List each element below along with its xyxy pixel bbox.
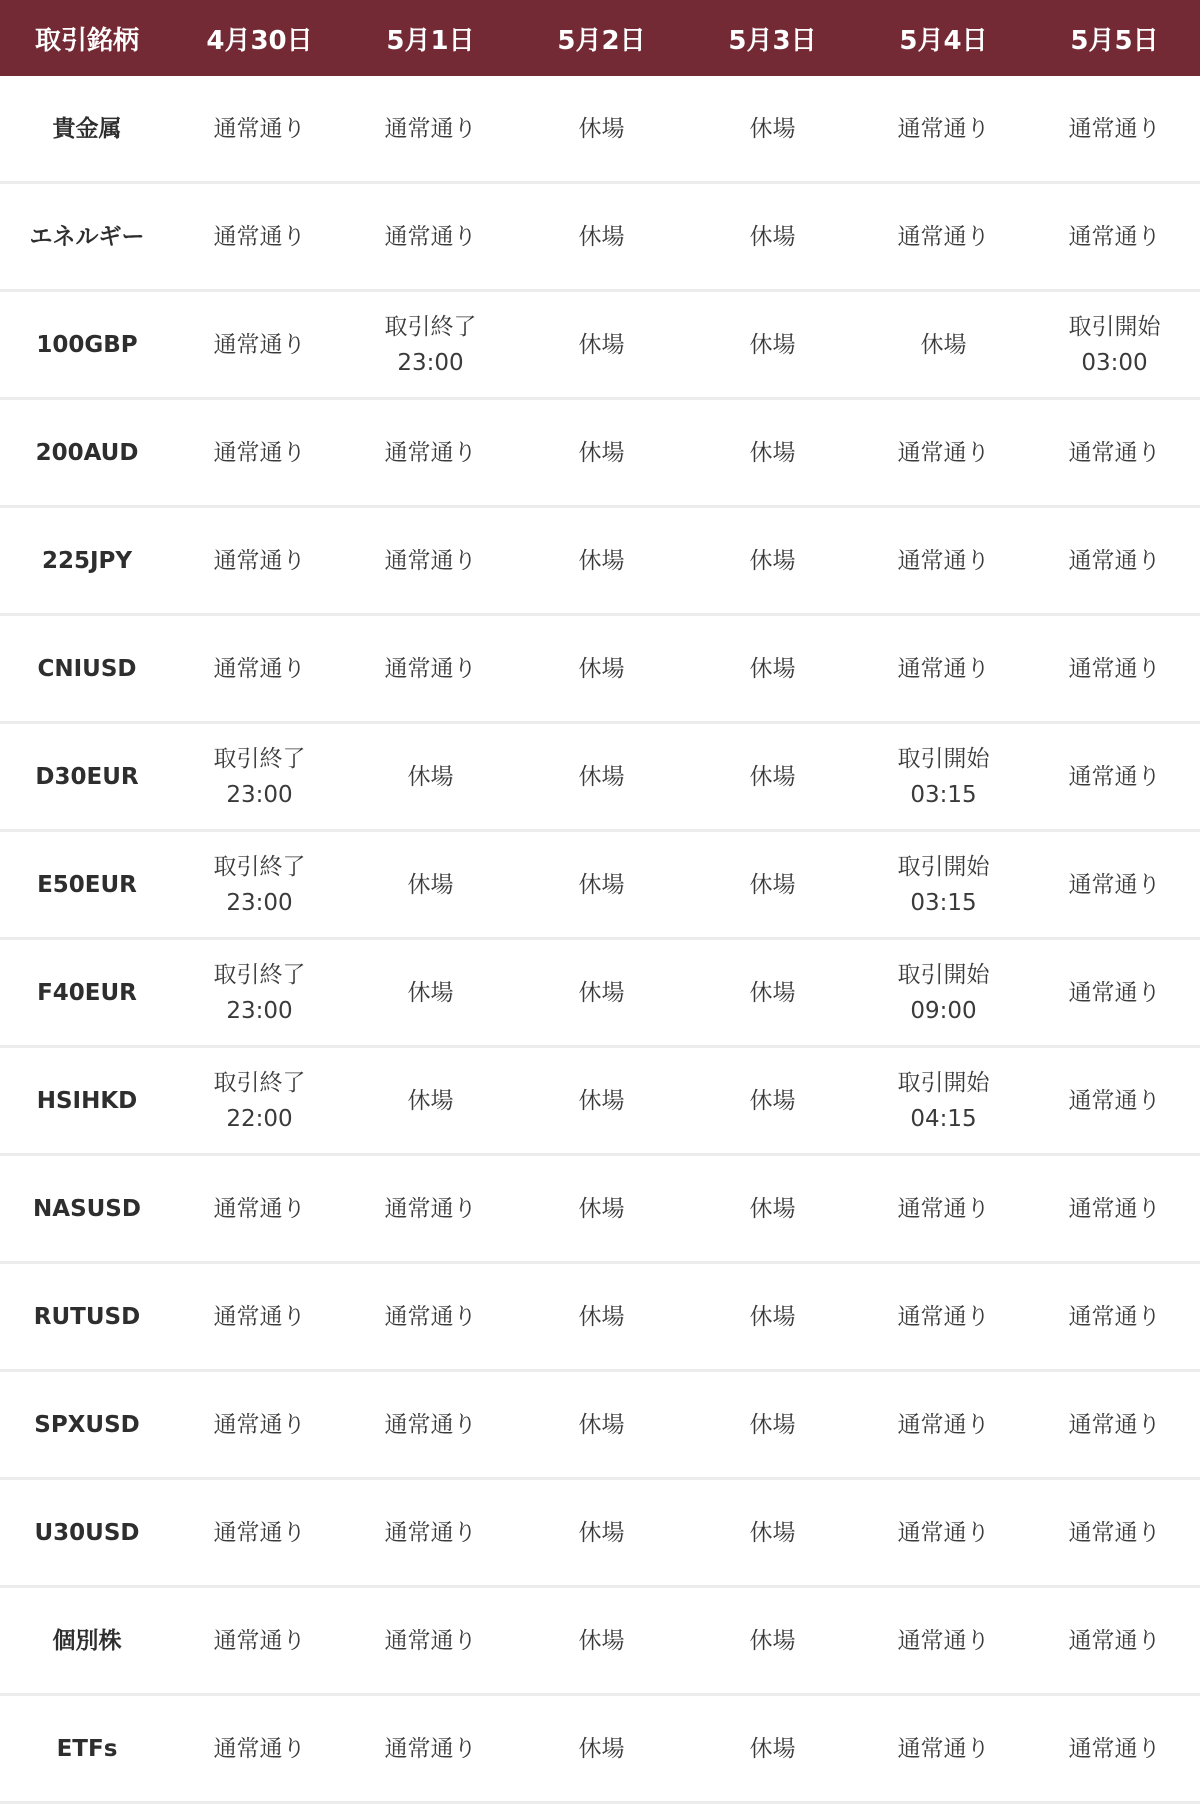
schedule-cell xyxy=(1029,1588,1200,1696)
schedule-status: 通常通り xyxy=(897,655,990,682)
schedule-status: 通常通り xyxy=(1068,1519,1161,1546)
schedule-cell xyxy=(858,1480,1029,1588)
schedule-cell xyxy=(1029,940,1200,1048)
schedule-cell xyxy=(345,292,516,400)
schedule-cell xyxy=(345,184,516,292)
schedule-cell xyxy=(687,1588,858,1696)
schedule-status: 休場 xyxy=(578,331,625,358)
instrument-name: NASUSD xyxy=(0,1156,174,1264)
schedule-time: 03:15 xyxy=(910,889,977,916)
schedule-status: 取引終了 xyxy=(213,961,306,988)
schedule-status: 通常通り xyxy=(213,331,306,358)
table-row xyxy=(0,184,1200,292)
schedule-time: 03:00 xyxy=(1081,349,1148,376)
schedule-time: 04:15 xyxy=(910,1105,977,1132)
schedule-cell xyxy=(174,832,345,940)
schedule-time: 23:00 xyxy=(226,889,293,916)
schedule-cell xyxy=(1029,616,1200,724)
schedule-cell xyxy=(174,76,345,184)
schedule-status: 休場 xyxy=(749,331,796,358)
instrument-name: RUTUSD xyxy=(0,1264,174,1372)
schedule-status: 休場 xyxy=(407,763,454,790)
schedule-cell xyxy=(687,1696,858,1804)
header-date: 5月2日 xyxy=(516,0,687,76)
schedule-status: 通常通り xyxy=(213,1519,306,1546)
schedule-status: 通常通り xyxy=(213,1303,306,1330)
schedule-cell xyxy=(687,724,858,832)
schedule-cell xyxy=(516,1048,687,1156)
schedule-status: 休場 xyxy=(407,979,454,1006)
schedule-status: 休場 xyxy=(749,1303,796,1330)
table-row xyxy=(0,832,1200,940)
schedule-status: 通常通り xyxy=(213,223,306,250)
table-row xyxy=(0,1480,1200,1588)
instrument-name: SPXUSD xyxy=(0,1372,174,1480)
schedule-status: 休場 xyxy=(749,1195,796,1222)
schedule-status: 通常通り xyxy=(384,1411,477,1438)
schedule-cell xyxy=(858,1264,1029,1372)
table-row xyxy=(0,616,1200,724)
schedule-cell xyxy=(516,724,687,832)
schedule-status: 通常通り xyxy=(384,1519,477,1546)
instrument-name: U30USD xyxy=(0,1480,174,1588)
instrument-name: 225JPY xyxy=(0,508,174,616)
schedule-cell xyxy=(345,1048,516,1156)
schedule-status: 取引開始 xyxy=(897,853,990,880)
schedule-status: 休場 xyxy=(749,763,796,790)
schedule-status: 通常通り xyxy=(213,655,306,682)
schedule-status: 休場 xyxy=(749,115,796,142)
instrument-name: F40EUR xyxy=(0,940,174,1048)
table-row xyxy=(0,724,1200,832)
schedule-cell xyxy=(516,616,687,724)
schedule-status: 休場 xyxy=(749,1087,796,1114)
schedule-status: 休場 xyxy=(578,1519,625,1546)
schedule-cell xyxy=(516,1264,687,1372)
table-row xyxy=(0,292,1200,400)
schedule-cell xyxy=(1029,1048,1200,1156)
schedule-status: 通常通り xyxy=(384,1303,477,1330)
schedule-cell xyxy=(516,76,687,184)
schedule-cell xyxy=(687,1372,858,1480)
schedule-status: 通常通り xyxy=(1068,871,1161,898)
schedule-cell xyxy=(345,400,516,508)
schedule-cell xyxy=(174,1156,345,1264)
schedule-status: 通常通り xyxy=(1068,223,1161,250)
instrument-name: ETFs xyxy=(0,1696,174,1804)
schedule-cell xyxy=(858,832,1029,940)
schedule-cell xyxy=(687,940,858,1048)
schedule-cell xyxy=(516,184,687,292)
instrument-name: 個別株 xyxy=(0,1588,174,1696)
schedule-status: 休場 xyxy=(749,1627,796,1654)
schedule-status: 取引開始 xyxy=(897,961,990,988)
schedule-status: 通常通り xyxy=(213,547,306,574)
schedule-cell xyxy=(174,616,345,724)
schedule-cell xyxy=(345,1480,516,1588)
schedule-status: 休場 xyxy=(578,979,625,1006)
schedule-status: 休場 xyxy=(749,223,796,250)
schedule-cell xyxy=(516,1588,687,1696)
header-instrument: 取引銘柄 xyxy=(0,0,174,76)
schedule-cell xyxy=(516,400,687,508)
schedule-status: 通常通り xyxy=(213,1195,306,1222)
schedule-time: 03:15 xyxy=(910,781,977,808)
table-row xyxy=(0,1156,1200,1264)
schedule-cell xyxy=(516,1480,687,1588)
schedule-status: 通常通り xyxy=(897,1735,990,1762)
schedule-status: 通常通り xyxy=(1068,1087,1161,1114)
schedule-status: 通常通り xyxy=(1068,1735,1161,1762)
schedule-cell xyxy=(174,508,345,616)
schedule-cell xyxy=(1029,1156,1200,1264)
instrument-name: 200AUD xyxy=(0,400,174,508)
schedule-cell xyxy=(858,292,1029,400)
schedule-status: 通常通り xyxy=(384,1195,477,1222)
table-row xyxy=(0,1696,1200,1804)
table-row xyxy=(0,1264,1200,1372)
instrument-name: D30EUR xyxy=(0,724,174,832)
schedule-status: 休場 xyxy=(578,1627,625,1654)
schedule-cell xyxy=(174,1480,345,1588)
schedule-status: 通常通り xyxy=(897,1627,990,1654)
schedule-cell xyxy=(1029,832,1200,940)
instrument-name: 100GBP xyxy=(0,292,174,400)
schedule-status: 休場 xyxy=(578,115,625,142)
schedule-cell xyxy=(345,940,516,1048)
header-date: 5月4日 xyxy=(858,0,1029,76)
schedule-cell xyxy=(687,508,858,616)
schedule-cell xyxy=(345,832,516,940)
schedule-cell xyxy=(516,1156,687,1264)
table-row xyxy=(0,508,1200,616)
schedule-cell xyxy=(345,76,516,184)
schedule-status: 休場 xyxy=(578,547,625,574)
schedule-status: 通常通り xyxy=(384,1735,477,1762)
schedule-cell xyxy=(174,292,345,400)
schedule-status: 休場 xyxy=(749,439,796,466)
schedule-cell xyxy=(858,1048,1029,1156)
schedule-status: 休場 xyxy=(749,871,796,898)
schedule-status: 取引終了 xyxy=(213,853,306,880)
schedule-status: 通常通り xyxy=(1068,1303,1161,1330)
schedule-status: 取引終了 xyxy=(213,745,306,772)
schedule-status: 通常通り xyxy=(384,439,477,466)
schedule-status: 通常通り xyxy=(897,439,990,466)
schedule-status: 休場 xyxy=(578,763,625,790)
table-row xyxy=(0,1372,1200,1480)
table-row xyxy=(0,940,1200,1048)
schedule-status: 休場 xyxy=(749,979,796,1006)
schedule-cell xyxy=(1029,1264,1200,1372)
schedule-cell xyxy=(1029,400,1200,508)
schedule-cell xyxy=(687,400,858,508)
schedule-status: 休場 xyxy=(920,331,967,358)
schedule-status: 通常通り xyxy=(384,115,477,142)
schedule-cell xyxy=(1029,76,1200,184)
schedule-status: 休場 xyxy=(578,1303,625,1330)
schedule-status: 通常通り xyxy=(1068,1627,1161,1654)
schedule-cell xyxy=(858,508,1029,616)
schedule-cell xyxy=(687,1156,858,1264)
schedule-status: 通常通り xyxy=(897,1411,990,1438)
schedule-cell xyxy=(345,1156,516,1264)
schedule-cell xyxy=(687,184,858,292)
schedule-status: 休場 xyxy=(407,1087,454,1114)
schedule-cell xyxy=(174,184,345,292)
header-date: 5月3日 xyxy=(687,0,858,76)
instrument-name: CNIUSD xyxy=(0,616,174,724)
schedule-cell xyxy=(174,1696,345,1804)
schedule-status: 通常通り xyxy=(213,1627,306,1654)
schedule-cell xyxy=(1029,1696,1200,1804)
schedule-status: 休場 xyxy=(749,1411,796,1438)
table-row xyxy=(0,1588,1200,1696)
schedule-cell xyxy=(174,1588,345,1696)
schedule-cell xyxy=(345,1264,516,1372)
instrument-name: エネルギー xyxy=(0,184,174,292)
schedule-cell xyxy=(174,1048,345,1156)
schedule-status: 通常通り xyxy=(213,439,306,466)
schedule-cell xyxy=(345,508,516,616)
schedule-cell xyxy=(687,1264,858,1372)
schedule-cell xyxy=(174,1372,345,1480)
table-header-row xyxy=(0,0,1200,76)
schedule-cell xyxy=(858,400,1029,508)
schedule-status: 通常通り xyxy=(1068,979,1161,1006)
schedule-status: 取引終了 xyxy=(384,313,477,340)
table-row xyxy=(0,76,1200,184)
schedule-status: 休場 xyxy=(578,223,625,250)
schedule-cell xyxy=(687,1048,858,1156)
header-date: 5月5日 xyxy=(1029,0,1200,76)
schedule-status: 休場 xyxy=(578,1735,625,1762)
schedule-cell xyxy=(516,508,687,616)
schedule-status: 取引開始 xyxy=(897,745,990,772)
schedule-cell xyxy=(174,724,345,832)
schedule-status: 休場 xyxy=(749,1735,796,1762)
schedule-cell xyxy=(687,616,858,724)
schedule-cell xyxy=(516,1696,687,1804)
schedule-status: 通常通り xyxy=(213,1411,306,1438)
schedule-status: 通常通り xyxy=(897,115,990,142)
schedule-cell xyxy=(516,832,687,940)
schedule-cell xyxy=(858,1588,1029,1696)
schedule-status: 通常通り xyxy=(384,655,477,682)
schedule-status: 休場 xyxy=(749,1519,796,1546)
schedule-cell xyxy=(858,1156,1029,1264)
table-body xyxy=(0,76,1200,1804)
schedule-status: 休場 xyxy=(578,1411,625,1438)
schedule-cell xyxy=(687,832,858,940)
schedule-status: 通常通り xyxy=(1068,115,1161,142)
schedule-status: 休場 xyxy=(578,1087,625,1114)
schedule-cell xyxy=(345,1696,516,1804)
instrument-name: HSIHKD xyxy=(0,1048,174,1156)
schedule-status: 通常通り xyxy=(897,547,990,574)
schedule-cell xyxy=(1029,292,1200,400)
schedule-status: 通常通り xyxy=(897,1195,990,1222)
schedule-status: 取引開始 xyxy=(897,1069,990,1096)
schedule-cell xyxy=(1029,724,1200,832)
schedule-cell xyxy=(858,184,1029,292)
schedule-cell xyxy=(1029,508,1200,616)
schedule-status: 休場 xyxy=(578,655,625,682)
schedule-status: 通常通り xyxy=(384,1627,477,1654)
schedule-status: 通常通り xyxy=(213,1735,306,1762)
schedule-cell xyxy=(858,616,1029,724)
schedule-cell xyxy=(345,616,516,724)
schedule-time: 23:00 xyxy=(226,781,293,808)
header-date: 5月1日 xyxy=(345,0,516,76)
schedule-cell xyxy=(858,1696,1029,1804)
schedule-cell xyxy=(345,724,516,832)
schedule-status: 通常通り xyxy=(897,1519,990,1546)
schedule-cell xyxy=(174,400,345,508)
schedule-status: 休場 xyxy=(578,439,625,466)
schedule-time: 23:00 xyxy=(397,349,464,376)
schedule-status: 通常通り xyxy=(1068,1195,1161,1222)
schedule-status: 通常通り xyxy=(1068,763,1161,790)
table-row xyxy=(0,400,1200,508)
instrument-name: E50EUR xyxy=(0,832,174,940)
schedule-status: 通常通り xyxy=(213,115,306,142)
schedule-cell xyxy=(858,76,1029,184)
instrument-name: 貴金属 xyxy=(0,76,174,184)
schedule-cell xyxy=(858,940,1029,1048)
header-date: 4月30日 xyxy=(174,0,345,76)
schedule-cell xyxy=(1029,1372,1200,1480)
schedule-status: 休場 xyxy=(749,655,796,682)
schedule-status: 通常通り xyxy=(384,547,477,574)
schedule-status: 休場 xyxy=(578,1195,625,1222)
schedule-status: 通常通り xyxy=(1068,1411,1161,1438)
schedule-status: 休場 xyxy=(578,871,625,898)
table-row xyxy=(0,1048,1200,1156)
schedule-cell xyxy=(687,292,858,400)
schedule-status: 休場 xyxy=(749,547,796,574)
schedule-time: 09:00 xyxy=(910,997,977,1024)
schedule-status: 通常通り xyxy=(897,223,990,250)
schedule-cell xyxy=(858,724,1029,832)
schedule-cell xyxy=(1029,184,1200,292)
schedule-cell xyxy=(174,940,345,1048)
schedule-status: 通常通り xyxy=(897,1303,990,1330)
schedule-cell xyxy=(345,1588,516,1696)
schedule-status: 通常通り xyxy=(1068,655,1161,682)
schedule-cell xyxy=(687,1480,858,1588)
schedule-cell xyxy=(516,292,687,400)
schedule-time: 22:00 xyxy=(226,1105,293,1132)
schedule-cell xyxy=(516,940,687,1048)
schedule-time: 23:00 xyxy=(226,997,293,1024)
schedule-cell xyxy=(687,76,858,184)
schedule-cell xyxy=(174,1264,345,1372)
schedule-status: 通常通り xyxy=(384,223,477,250)
schedule-cell xyxy=(858,1372,1029,1480)
schedule-status: 通常通り xyxy=(1068,547,1161,574)
schedule-status: 取引開始 xyxy=(1068,313,1161,340)
schedule-cell xyxy=(345,1372,516,1480)
schedule-cell xyxy=(516,1372,687,1480)
schedule-cell xyxy=(1029,1480,1200,1588)
schedule-status: 通常通り xyxy=(1068,439,1161,466)
schedule-status: 休場 xyxy=(407,871,454,898)
schedule-status: 取引終了 xyxy=(213,1069,306,1096)
